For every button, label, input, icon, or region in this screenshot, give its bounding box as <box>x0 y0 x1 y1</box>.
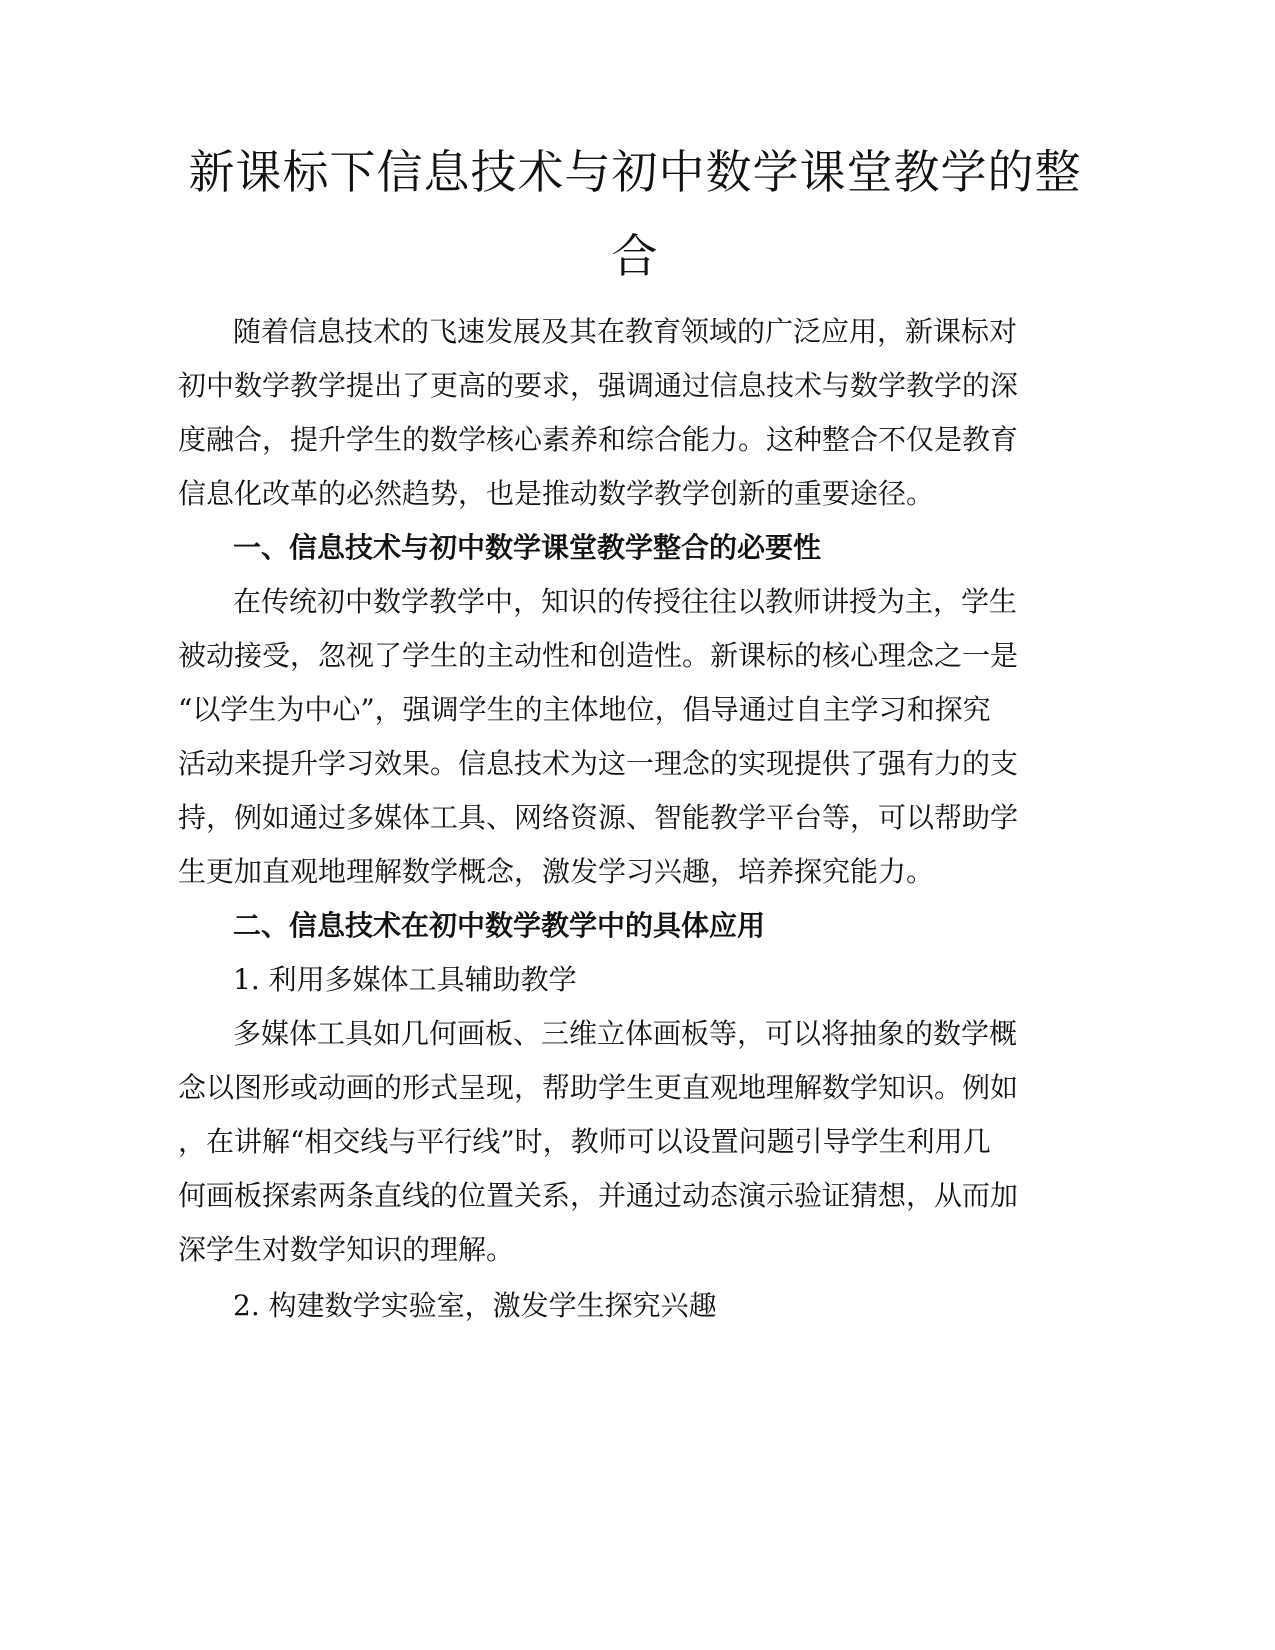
paragraph-line: 念以图形或动画的形式呈现，帮助学生更直观地理解数学知识。例如 <box>178 1071 1019 1104</box>
paragraph-line: “以学生为中心”，强调学生的主体地位，倡导通过自主学习和探究 <box>178 693 991 726</box>
paragraph-line: 在传统初中数学教学中，知识的传授往往以教师讲授为主，学生 <box>233 585 1018 618</box>
paragraph-line: 多媒体工具如几何画板、三维立体画板等，可以将抽象的数学概 <box>233 1017 1018 1050</box>
paragraph-line: 活动来提升学习效果。信息技术为这一理念的实现提供了强有力的支 <box>178 747 1019 780</box>
section-heading-2: 二、信息技术在初中数学教学中的具体应用 <box>233 909 766 942</box>
paragraph-line: ，在讲解“相交线与平行线”时，教师可以设置问题引导学生利用几 <box>178 1125 991 1158</box>
paragraph-line: 初中数学教学提出了更高的要求，强调通过信息技术与数学教学的深 <box>178 369 1019 402</box>
subsection-heading-1: 1. 利用多媒体工具辅助教学 <box>233 963 577 996</box>
paragraph-line: 信息化改革的必然趋势，也是推动数学教学创新的重要途径。 <box>178 477 935 510</box>
paragraph-line: 度融合，提升学生的数学核心素养和综合能力。这种整合不仅是教育 <box>178 423 1019 456</box>
document-title-line-2: 合 <box>611 229 659 283</box>
paragraph-line: 持，例如通过多媒体工具、网络资源、智能教学平台等，可以帮助学 <box>178 801 1019 834</box>
paragraph-line: 生更加直观地理解数学概念，激发学习兴趣，培养探究能力。 <box>178 855 935 888</box>
paragraph-line: 被动接受，忽视了学生的主动性和创造性。新课标的核心理念之一是 <box>178 639 1019 672</box>
paragraph-line: 深学生对数学知识的理解。 <box>178 1233 515 1266</box>
paragraph-line: 随着信息技术的飞速发展及其在教育领域的广泛应用，新课标对 <box>233 315 1018 348</box>
paragraph-line: 何画板探索两条直线的位置关系，并通过动态演示验证猜想，从而加 <box>178 1179 1019 1212</box>
subsection-heading-2: 2. 构建数学实验室，激发学生探究兴趣 <box>233 1289 717 1322</box>
section-heading-1: 一、信息技术与初中数学课堂教学整合的必要性 <box>233 531 822 564</box>
document-title-line-1: 新课标下信息技术与初中数学课堂教学的整 <box>188 145 1082 199</box>
